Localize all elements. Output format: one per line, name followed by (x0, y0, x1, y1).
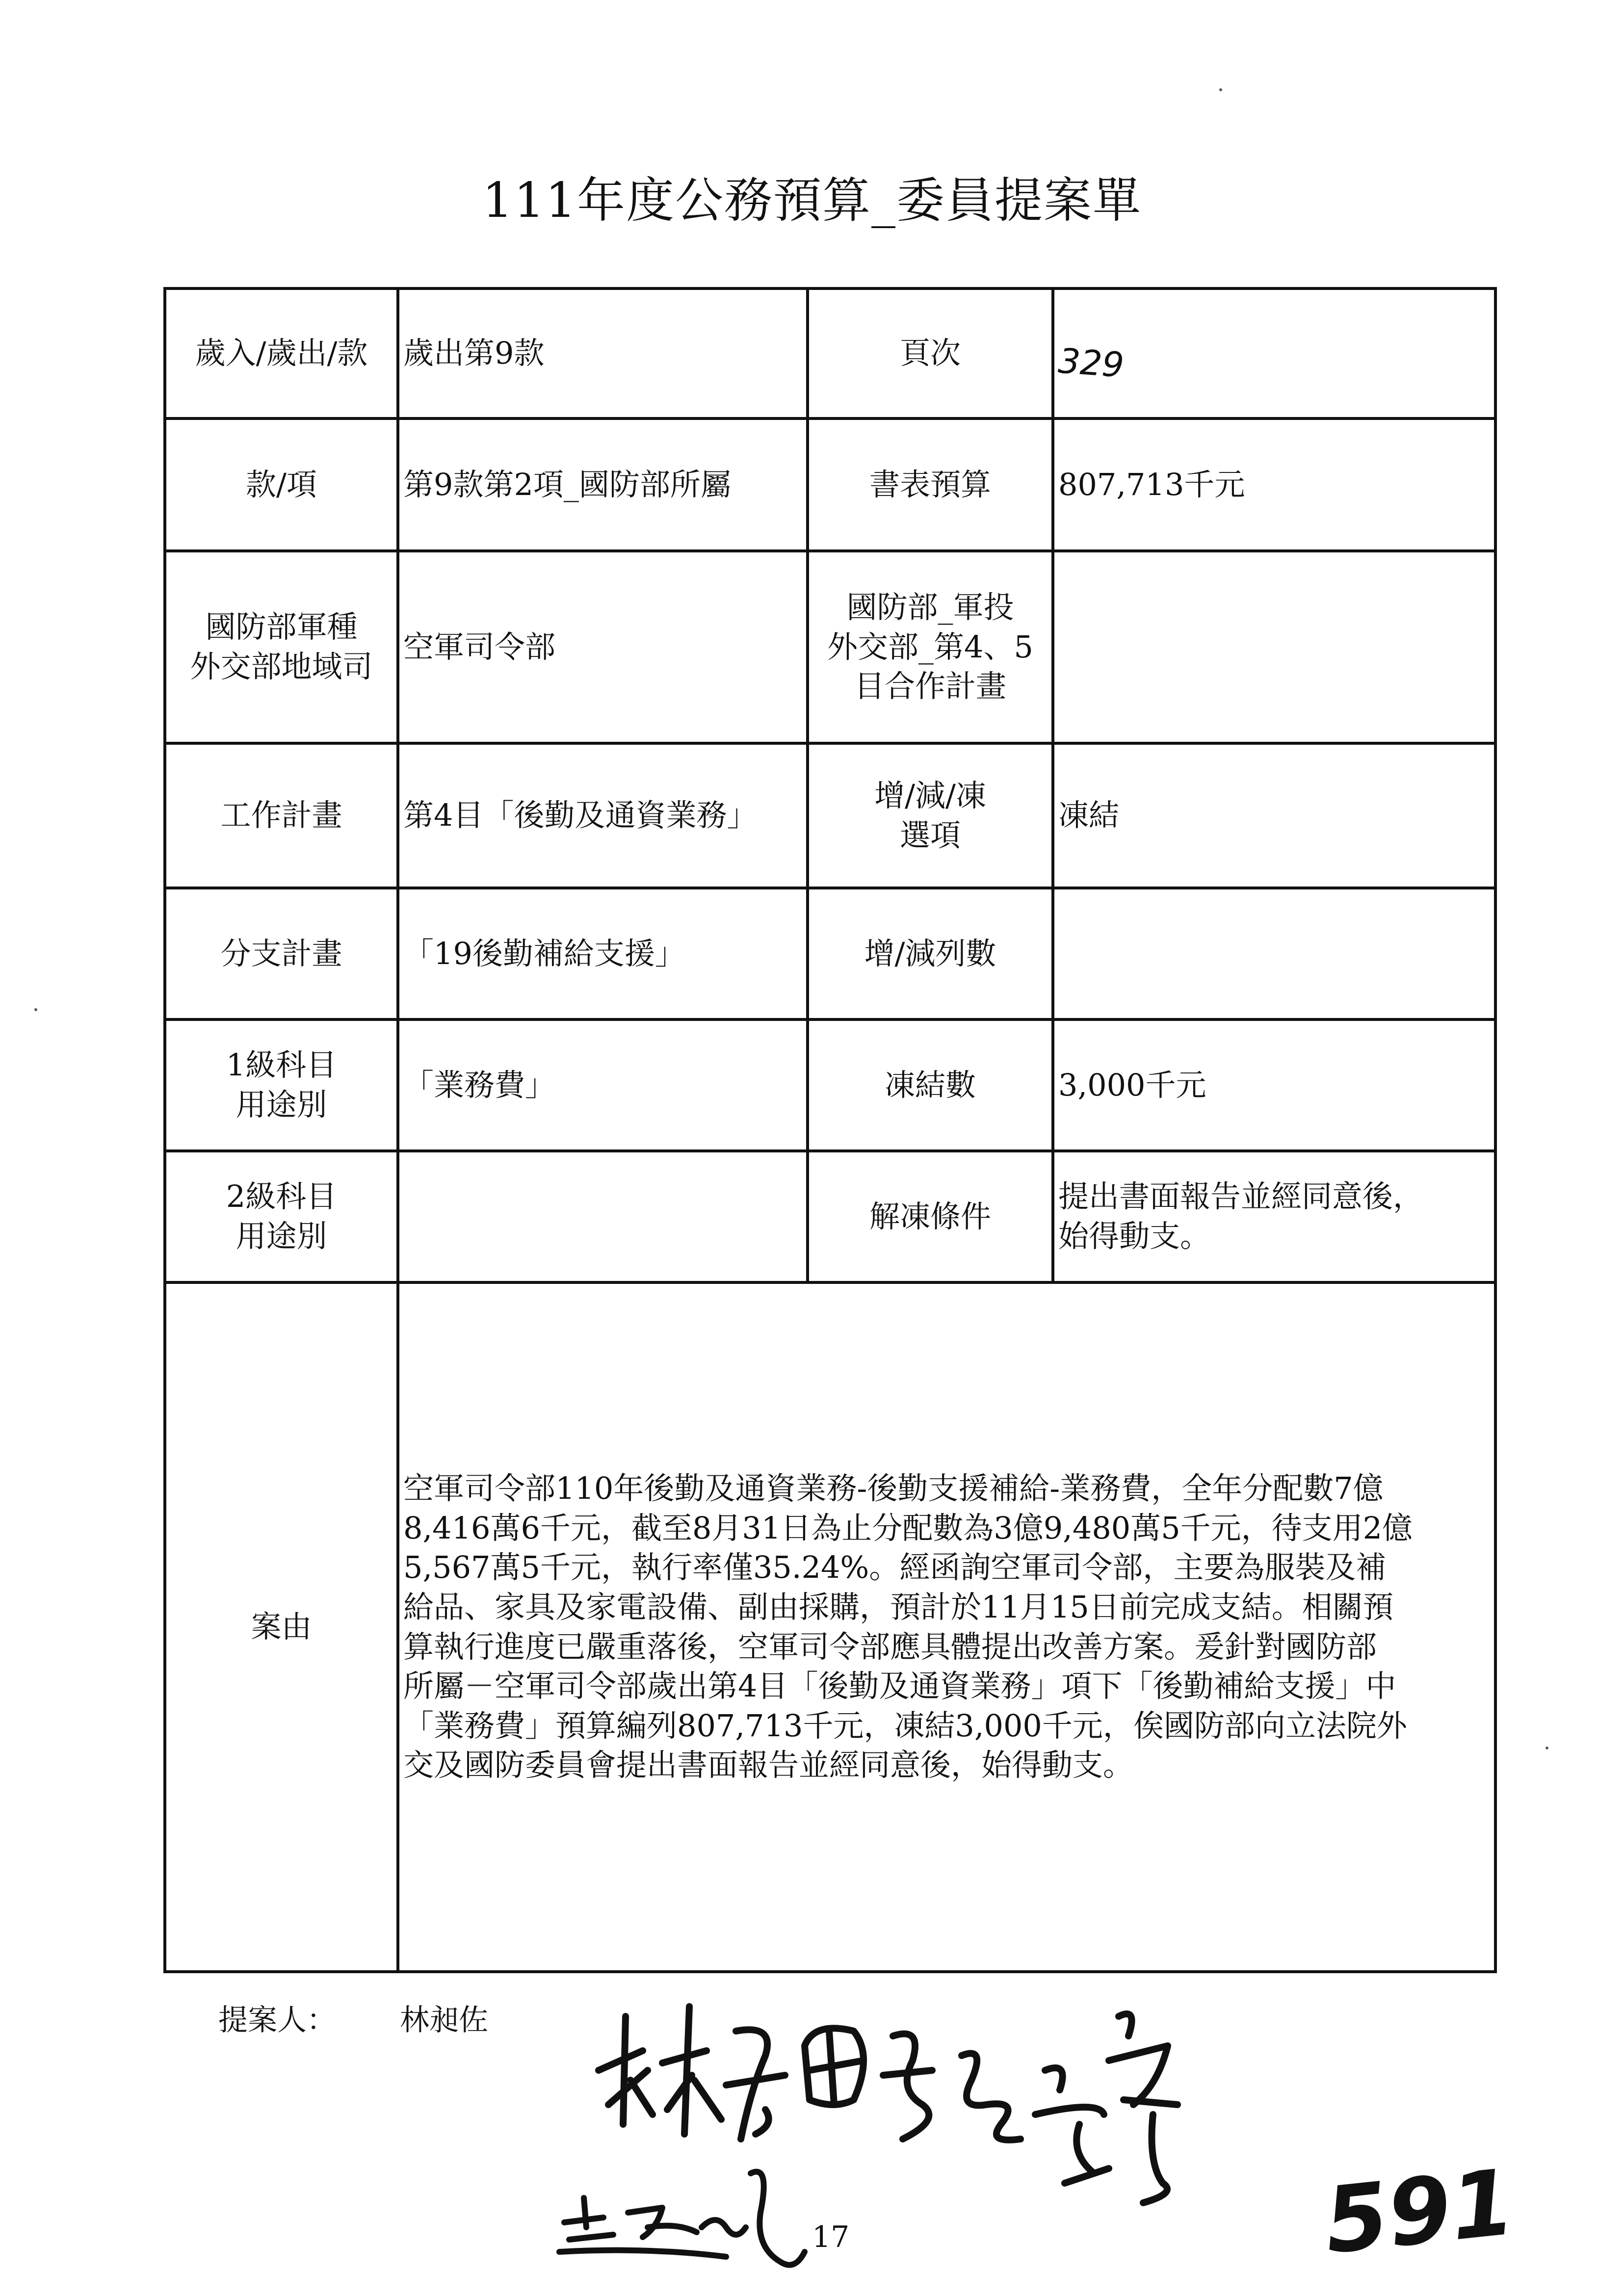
page-ref-cell (1053, 288, 1495, 418)
field-value: 歲出第9款 (398, 288, 808, 418)
field-label: 1級科目 用途別 (165, 1019, 398, 1151)
form-row (165, 1151, 1495, 1282)
proposal-form-table (163, 287, 1497, 1973)
scan-speck (34, 1008, 37, 1011)
reason-line: 空軍司令部110年後勤及通資業務-後勤支援補給-業務費，全年分配數7億 (403, 1470, 1384, 1507)
field-label: 國防部_軍投 外交部_第4、5 目合作計畫 (808, 551, 1053, 743)
page-number: 17 (812, 2220, 850, 2254)
scan-speck (1219, 88, 1222, 91)
handwritten-page-ref: 329 (1057, 340, 1126, 386)
form-row (165, 743, 1495, 888)
field-value (1053, 888, 1495, 1019)
reason-line: 所屬－空軍司令部歲出第4目「後勤及通資業務」項下「後勤補給支援」中 (403, 1668, 1396, 1704)
field-value: 3,000千元 (1053, 1019, 1495, 1151)
field-label: 頁次 (808, 288, 1053, 418)
field-value: 凍結 (1053, 743, 1495, 888)
field-value: 第4目「後勤及通資業務」 (398, 743, 808, 888)
form-row (165, 418, 1495, 551)
field-label: 凍結數 (808, 1019, 1053, 1151)
reason-row (165, 1282, 1495, 1972)
field-label: 款/項 (165, 418, 398, 551)
reason-line: 算執行進度已嚴重落後，空軍司令部應具體提出改善方案。爰針對國防部 (403, 1628, 1377, 1665)
proposer-name: 林昶佐 (400, 2003, 488, 2037)
reason-line: 8,416萬6千元，截至8月31日為止分配數為3億9,480萬5千元，待支用2億 (403, 1510, 1413, 1546)
form-row (165, 1019, 1495, 1151)
field-label: 歲入/歲出/款 (165, 288, 398, 418)
scan-speck (1545, 1747, 1548, 1749)
field-label: 工作計畫 (165, 743, 398, 888)
reason-line: 5,567萬5千元，執行率僅35.24%。經函詢空軍司令部，主要為服裝及補 (403, 1549, 1387, 1586)
form-title: 111年度公務預算_委員提案單 (482, 173, 1142, 229)
reason-line: 交及國防委員會提出書面報告並經同意後，始得動支。 (403, 1747, 1134, 1783)
reason-label: 案由 (165, 1282, 398, 1972)
form-row (165, 551, 1495, 743)
form-row (165, 888, 1495, 1019)
field-value (1053, 551, 1495, 743)
reason-text (398, 1282, 1495, 1972)
field-value: 空軍司令部 (398, 551, 808, 743)
reason-line: 「業務費」預算編列807,713千元，凍結3,000千元，俟國防部向立法院外 (403, 1707, 1407, 1744)
handwritten-signature-2 (550, 2154, 824, 2271)
field-label: 2級科目 用途別 (165, 1151, 398, 1282)
field-label: 增/減列數 (808, 888, 1053, 1019)
field-label: 增/減/凍 選項 (808, 743, 1053, 888)
field-value: 「19後勤補給支援」 (398, 888, 808, 1019)
field-value: 807,713千元 (1053, 418, 1495, 551)
field-value: 第9款第2項_國防部所屬 (398, 418, 808, 551)
field-value (398, 1151, 808, 1282)
field-value: 「業務費」 (398, 1019, 808, 1151)
proposer-label: 提案人： (218, 2003, 336, 2037)
form-row (165, 288, 1495, 418)
field-label: 分支計畫 (165, 888, 398, 1019)
field-label: 解凍條件 (808, 1151, 1053, 1282)
field-label: 國防部軍種 外交部地域司 (165, 551, 398, 743)
field-value: 提出書面報告並經同意後， 始得動支。 (1053, 1151, 1495, 1282)
handwritten-number: 591 (1319, 2149, 1519, 2274)
reason-line: 給品、家具及家電設備、副由採購，預計於11月15日前完成支結。相關預 (403, 1589, 1393, 1625)
field-label: 書表預算 (808, 418, 1053, 551)
